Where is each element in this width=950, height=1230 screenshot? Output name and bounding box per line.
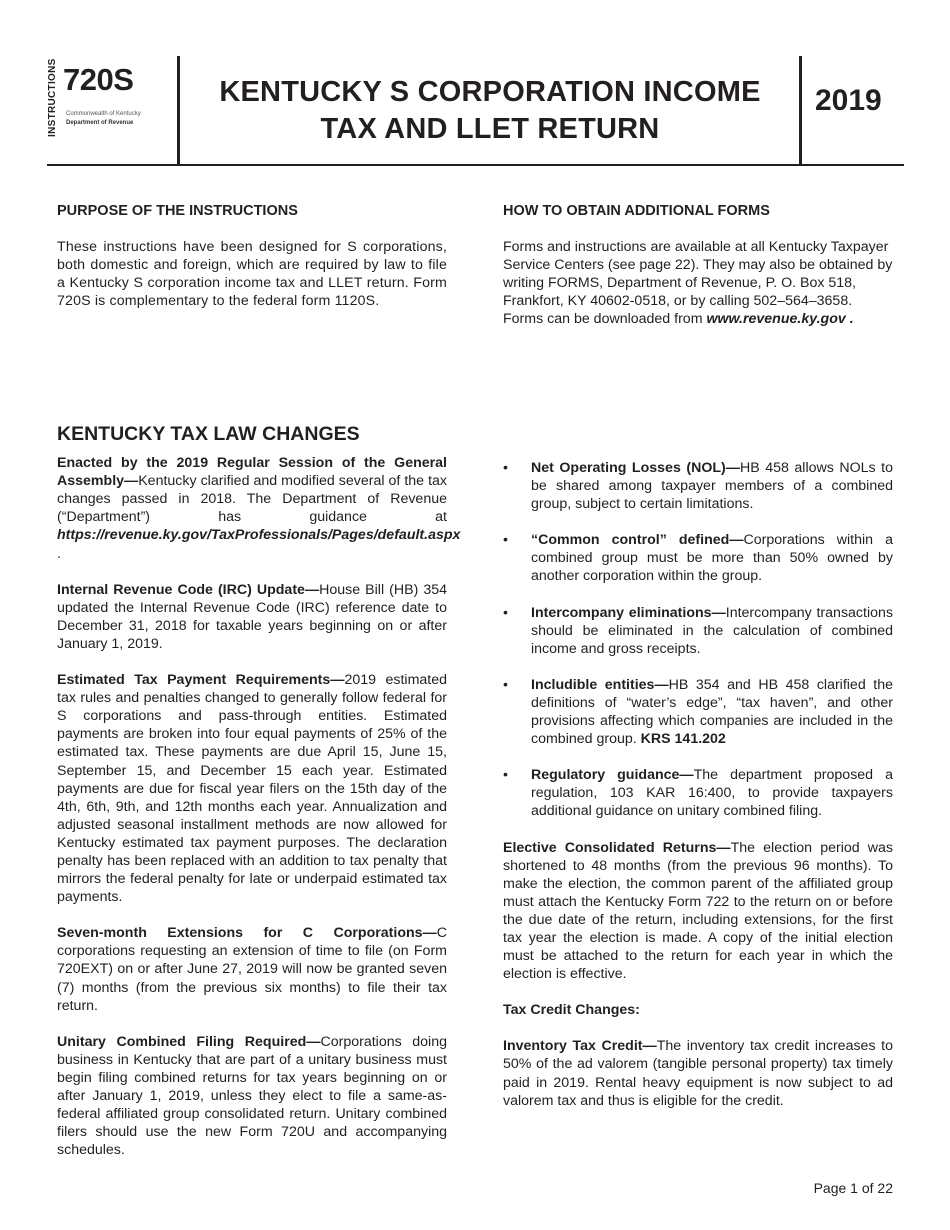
tax-law-changes-left: [57, 423, 461, 1159]
irc-update-text: House Bill (HB) 354 updated the Internal Revenue Code (IRC) reference date to December 31, 2018 for taxable years beginning on or after January 1, 2019.: [57, 581, 447, 652]
irc-update-lead: Internal Revenue Code (IRC) Update—: [57, 581, 320, 598]
enacted-paragraph: [57, 454, 461, 563]
seven-month-text: C corporations requesting an extension of time to file (on Form 720EXT) on or after June 27, 2019 will now be granted seven (7) months (from the previous six months) to file their tax return.: [57, 925, 447, 1014]
elective-consolidated-paragraph: [503, 839, 893, 984]
department-label: Department of Revenue: [66, 120, 134, 126]
inventory-credit-paragraph: [503, 1037, 893, 1109]
includible-lead: Includible entities—: [531, 676, 669, 693]
obtain-forms-text: Forms and instructions are available at all Kentucky Taxpayer Service Centers (see page 22). They may also be obtained by writing FORMS, Department of Revenue, P. O. Box 518, Frankfort, KY 40602-0518, or by calling 502–564–3658. Forms can be downloaded from: [503, 239, 893, 328]
bullet-icon: •: [503, 460, 508, 476]
intercompany-lead: Intercompany eliminations—: [531, 604, 726, 621]
irc-update-paragraph: [57, 581, 447, 653]
unitary-combined-paragraph: [57, 1033, 447, 1160]
instructions-label: INSTRUCTIONS: [47, 58, 58, 137]
includible-text: HB 354 and HB 458 clarified the definitions of “water’s edge”, “tax haven”, and other provisions affecting which companies are included in the combined group.: [531, 676, 893, 748]
tax-year: 2019: [815, 84, 882, 117]
common-control-text: Corporations within a combined group must be more than 50% owned by another corporation within the group.: [531, 532, 893, 585]
seven-month-extension-paragraph: [57, 924, 447, 1014]
tax-credit-heading: [503, 1001, 893, 1019]
bullet-includible: [503, 676, 893, 748]
elective-text: The election period was shortened to 48 months (from the previous 96 months). To make the election, the common parent of the affiliated group must attach the Kentucky Form 722 to the return on or before the due date of the return, including extensions, for the first tax year the election is made. A copy of the initial election must be attached to the return for each year in which the election is effective.: [503, 839, 893, 983]
inventory-lead: Inventory Tax Credit—: [503, 1038, 657, 1055]
intercompany-text: Intercompany transactions should be eliminated in the calculation of combined income and gross receipts.: [531, 604, 893, 657]
enacted-text: Kentucky clarified and modified several of the tax changes passed in 2018. The Department of Revenue (“Department”) has guidance at: [57, 473, 447, 526]
regulatory-lead: Regulatory guidance—: [531, 767, 694, 784]
revenue-website-link[interactable]: www.revenue.ky.gov .: [706, 311, 854, 328]
header-rule: [47, 164, 904, 166]
purpose-section: [57, 202, 447, 310]
inventory-text: The inventory tax credit increases to 50% of the ad valorem (tangible personal property) tax timely paid in 2019. Rental heavy equipment is now subject to ad valorem tax and thus is eligible for the credit.: [503, 1038, 893, 1109]
tax-law-changes-right: [503, 459, 893, 1110]
tax-credit-heading-text: Tax Credit Changes:: [503, 1002, 640, 1019]
page-title: [180, 74, 800, 148]
bullet-regulatory: [503, 766, 893, 820]
krs-reference: KRS 141.202: [640, 731, 726, 748]
tax-professionals-link[interactable]: https://revenue.ky.gov/TaxProfessionals/Pages/default.aspx: [57, 527, 461, 544]
obtain-forms-body: [503, 238, 893, 328]
title-line-2: TAX AND LLET RETURN: [320, 113, 660, 145]
bullet-intercompany: [503, 604, 893, 658]
seven-month-lead: Seven-month Extensions for C Corporations—: [57, 925, 437, 942]
estimated-tax-paragraph: [57, 671, 447, 906]
bullet-icon: •: [503, 767, 508, 784]
obtain-forms-section: [503, 202, 893, 329]
estimated-tax-lead: Estimated Tax Payment Requirements—: [57, 672, 345, 689]
tax-law-changes-heading: KENTUCKY TAX LAW CHANGES: [57, 423, 360, 445]
bullet-nol: [503, 459, 893, 513]
nol-lead: Net Operating Losses (NOL)—: [531, 460, 740, 476]
bullet-common-control: [503, 531, 893, 585]
commonwealth-label: Commonwealth of Kentucky: [66, 111, 141, 117]
obtain-forms-heading: HOW TO OBTAIN ADDITIONAL FORMS: [503, 203, 770, 219]
unitary-text: Corporations doing business in Kentucky that are part of a unitary business must begin filing combined returns for tax years beginning on or after January 1, 2019, unless they elect to file a same-as-federal affiliated group consolidated return. Unitary combined filers should use the new Form 720U and accompanying schedules.: [57, 1033, 447, 1159]
page-header: [0, 0, 950, 170]
bullet-icon: •: [503, 604, 508, 621]
form-number: 720S: [63, 62, 134, 97]
common-control-lead: “Common control” defined—: [531, 532, 744, 549]
regulatory-text: The department proposed a regulation, 103 KAR 16:400, to provide taxpayers additional guidance on unitary combined filing.: [531, 767, 893, 820]
elective-lead: Elective Consolidated Returns—: [503, 839, 731, 856]
bullet-icon: •: [503, 532, 508, 549]
page-number: Page 1 of 22: [813, 1180, 893, 1196]
purpose-body: These instructions have been designed for S corporations, both domestic and foreign, which are required by law to file a Kentucky S corporation income tax and LLET return. Form 720S is complementary to the federal form 1120S.: [57, 239, 447, 310]
bullet-icon: •: [503, 676, 508, 693]
nol-text: HB 458 allows NOLs to be shared among taxpayer members of a combined group, subject to certain limitations.: [531, 460, 893, 513]
purpose-heading: PURPOSE OF THE INSTRUCTIONS: [57, 203, 298, 219]
unitary-lead: Unitary Combined Filing Required—: [57, 1033, 321, 1050]
title-line-1: KENTUCKY S CORPORATION INCOME: [219, 76, 761, 108]
estimated-tax-text: 2019 estimated tax rules and penalties changed to generally follow federal for S corporations and pass-through entities. Estimated payments are broken into four equal payments of 25% of the estimated tax. These payments are due April 15, June 15, September 15, and December 15 each year. Estimated payments are due for fiscal year filers on the 15th day of the 4th, 6th, 9th, and 12th months each year. Annualization and adjusted seasonal installment methods are now allowed for Kentucky estimated tax payment purposes. The declaration penalty has been replaced with an addition to tax penalty that mirrors the federal penalty for late or underpaid estimated tax payments.: [57, 672, 448, 906]
enacted-lead: Enacted by the 2019 Regular Session of the General Assembly—: [57, 455, 447, 490]
enacted-tail: .: [57, 545, 61, 562]
header-divider-right: [799, 56, 802, 165]
